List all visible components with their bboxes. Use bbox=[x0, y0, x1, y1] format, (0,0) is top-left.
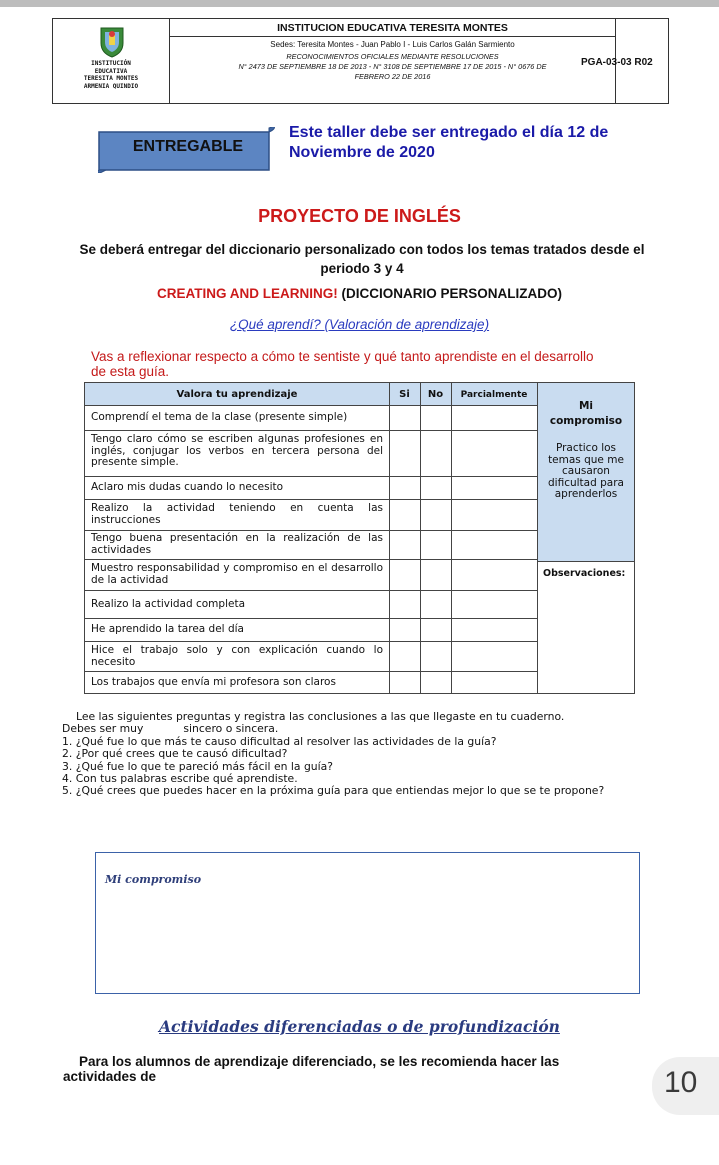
intro-paragraph bbox=[60, 240, 664, 278]
creating-rest-text: (DICCIONARIO PERSONALIZADO) bbox=[337, 286, 562, 301]
eval-row: Realizo la actividad completa bbox=[91, 598, 246, 610]
header-parcialmente: Parcialmente bbox=[460, 389, 528, 400]
side-title bbox=[538, 399, 634, 429]
intro-b-part: Debes ser muy bbox=[62, 722, 144, 736]
observations-cell bbox=[537, 561, 634, 693]
row-divider bbox=[85, 618, 537, 619]
creating-heading bbox=[0, 286, 719, 301]
reflect-line: de esta guía. bbox=[91, 364, 170, 379]
row-divider bbox=[85, 559, 537, 560]
eval-row: Aclaro mis dudas cuando lo necesito bbox=[91, 481, 284, 493]
entregable-label: ENTREGABLE bbox=[132, 138, 244, 155]
recognitions-line: FEBRERO 22 DE 2016 bbox=[354, 72, 431, 81]
eval-row: Los trabajos que envía mi profesora son claros bbox=[91, 676, 336, 688]
document-header bbox=[52, 18, 669, 104]
row-divider bbox=[85, 499, 537, 500]
side-text-line: dificultad para bbox=[548, 476, 624, 489]
row-divider bbox=[85, 641, 537, 642]
side-text-line: aprenderlos bbox=[554, 488, 618, 500]
question-item: 1. ¿Qué fue lo que más te causo dificultad al resolver las actividades de la guía? bbox=[62, 734, 497, 748]
eval-row: Comprendí el tema de la clase (presente simple) bbox=[91, 411, 348, 423]
paragraph-line: Para los alumnos de aprendizaje diferenciado, se les recomienda hacer las bbox=[79, 1054, 560, 1069]
page-number: 10 bbox=[664, 1066, 698, 1099]
commitment-writing-box[interactable] bbox=[95, 852, 640, 994]
self-evaluation-table bbox=[84, 382, 635, 694]
header-valora: Valora tu aprendizaje bbox=[176, 389, 298, 400]
eval-row: Hice el trabajo solo y con explicación cuando lo necesito bbox=[91, 644, 383, 668]
logo-text-line: INSTITUCIÓN bbox=[91, 60, 131, 67]
observations-label: Observaciones: bbox=[543, 568, 626, 579]
institution-logo-text bbox=[53, 60, 169, 90]
differentiated-paragraph bbox=[63, 1054, 623, 1084]
side-title-line: Mi bbox=[578, 400, 594, 412]
header-info-cell bbox=[170, 19, 616, 103]
reflection-questions bbox=[62, 711, 660, 798]
top-border-bar bbox=[0, 0, 719, 7]
recognitions-line: RECONOCIMIENTOS OFICIALES MEDIANTE RESOLUCIONES bbox=[286, 52, 499, 61]
creating-red-text: CREATING AND LEARNING! bbox=[157, 286, 338, 301]
eval-row: Tengo buena presentación en la realización de las actividades bbox=[91, 532, 383, 556]
eval-row: Muestro responsabilidad y compromiso en el desarrollo de la actividad bbox=[91, 562, 383, 586]
school-logo-icon bbox=[97, 25, 127, 59]
intro-b-part: sincero o sincera. bbox=[183, 722, 279, 736]
side-commitment-text bbox=[538, 443, 634, 501]
logo-text-line: EDUCATIVA bbox=[94, 67, 128, 75]
side-text-line: causaron bbox=[562, 465, 610, 477]
deadline-line: Este taller debe ser entregado el día 12 de bbox=[289, 124, 609, 141]
question-item: 2. ¿Por qué crees que te causó dificultad? bbox=[62, 747, 288, 761]
commitment-side-cell bbox=[537, 383, 634, 561]
logo-cell bbox=[53, 19, 170, 103]
header-si: Si bbox=[399, 389, 410, 400]
question-item: 5. ¿Qué crees que puedes hacer en la próxima guía para que entiendas mejor lo que se te propone? bbox=[62, 784, 605, 798]
recognitions-line: N° 2473 DE SEPTIEMBRE 18 DE 2013 - N° 3108 DE SEPTIEMBRE 17 DE 2015 - N° 0676 DE bbox=[238, 62, 547, 71]
intro-line: periodo 3 y 4 bbox=[320, 261, 404, 276]
deadline-line: Noviembre de 2020 bbox=[289, 144, 435, 161]
page-title: PROYECTO DE INGLÉS bbox=[258, 206, 461, 226]
side-title-line: compromiso bbox=[549, 415, 623, 427]
sedes-line: Sedes: Teresita Montes - Juan Pablo I - Luis Carlos Galán Sarmiento bbox=[270, 40, 515, 49]
header-divider bbox=[170, 36, 616, 37]
eval-row: Tengo claro cómo se escriben algunas profesiones en inglés, conjugar los verbos en tercera persona del presente simple. bbox=[91, 433, 383, 468]
reflect-line: Vas a reflexionar respecto a cómo te sentiste y qué tanto aprendiste en el desarrollo bbox=[91, 349, 594, 364]
school-name: INSTITUCION EDUCATIVA TERESITA MONTES bbox=[277, 22, 508, 34]
recognitions bbox=[170, 52, 615, 82]
logo-text-line: TERESITA MONTES bbox=[83, 75, 139, 82]
commitment-box-label: Mi compromiso bbox=[105, 873, 202, 886]
row-divider bbox=[85, 590, 537, 591]
reflect-instruction bbox=[91, 349, 651, 379]
intro-line: Se deberá entregar del diccionario personalizado con todos los temas tratados desde el bbox=[79, 242, 645, 257]
question-item: 4. Con tus palabras escribe qué aprendiste. bbox=[62, 772, 298, 786]
side-text-line: temas que me bbox=[548, 453, 624, 466]
deadline-text bbox=[289, 123, 689, 163]
header-no: No bbox=[427, 389, 444, 400]
row-divider bbox=[85, 476, 537, 477]
row-divider bbox=[85, 530, 537, 531]
logo-text-line: ARMENIA QUINDIO bbox=[83, 82, 139, 90]
activities-heading: Actividades diferenciadas o de profundización bbox=[159, 1017, 560, 1036]
paragraph-line: actividades de bbox=[63, 1069, 157, 1084]
document-code: PGA-03-03 R02 bbox=[581, 57, 653, 68]
learned-heading: ¿Qué aprendí? (Valoración de aprendizaje) bbox=[229, 317, 490, 332]
question-item: 3. ¿Qué fue lo que te pareció más fácil en la guía? bbox=[62, 759, 333, 773]
row-divider bbox=[85, 430, 537, 431]
eval-row: He aprendido la tarea del día bbox=[91, 623, 244, 635]
side-text-line: Practico los bbox=[555, 442, 617, 454]
eval-row: Realizo la actividad teniendo en cuenta las instrucciones bbox=[91, 502, 383, 526]
questions-intro: Lee las siguientes preguntas y registra las conclusiones a las que llegaste en tu cuaderno. bbox=[76, 710, 565, 723]
questions-intro-b bbox=[62, 723, 660, 735]
row-divider bbox=[85, 671, 537, 672]
